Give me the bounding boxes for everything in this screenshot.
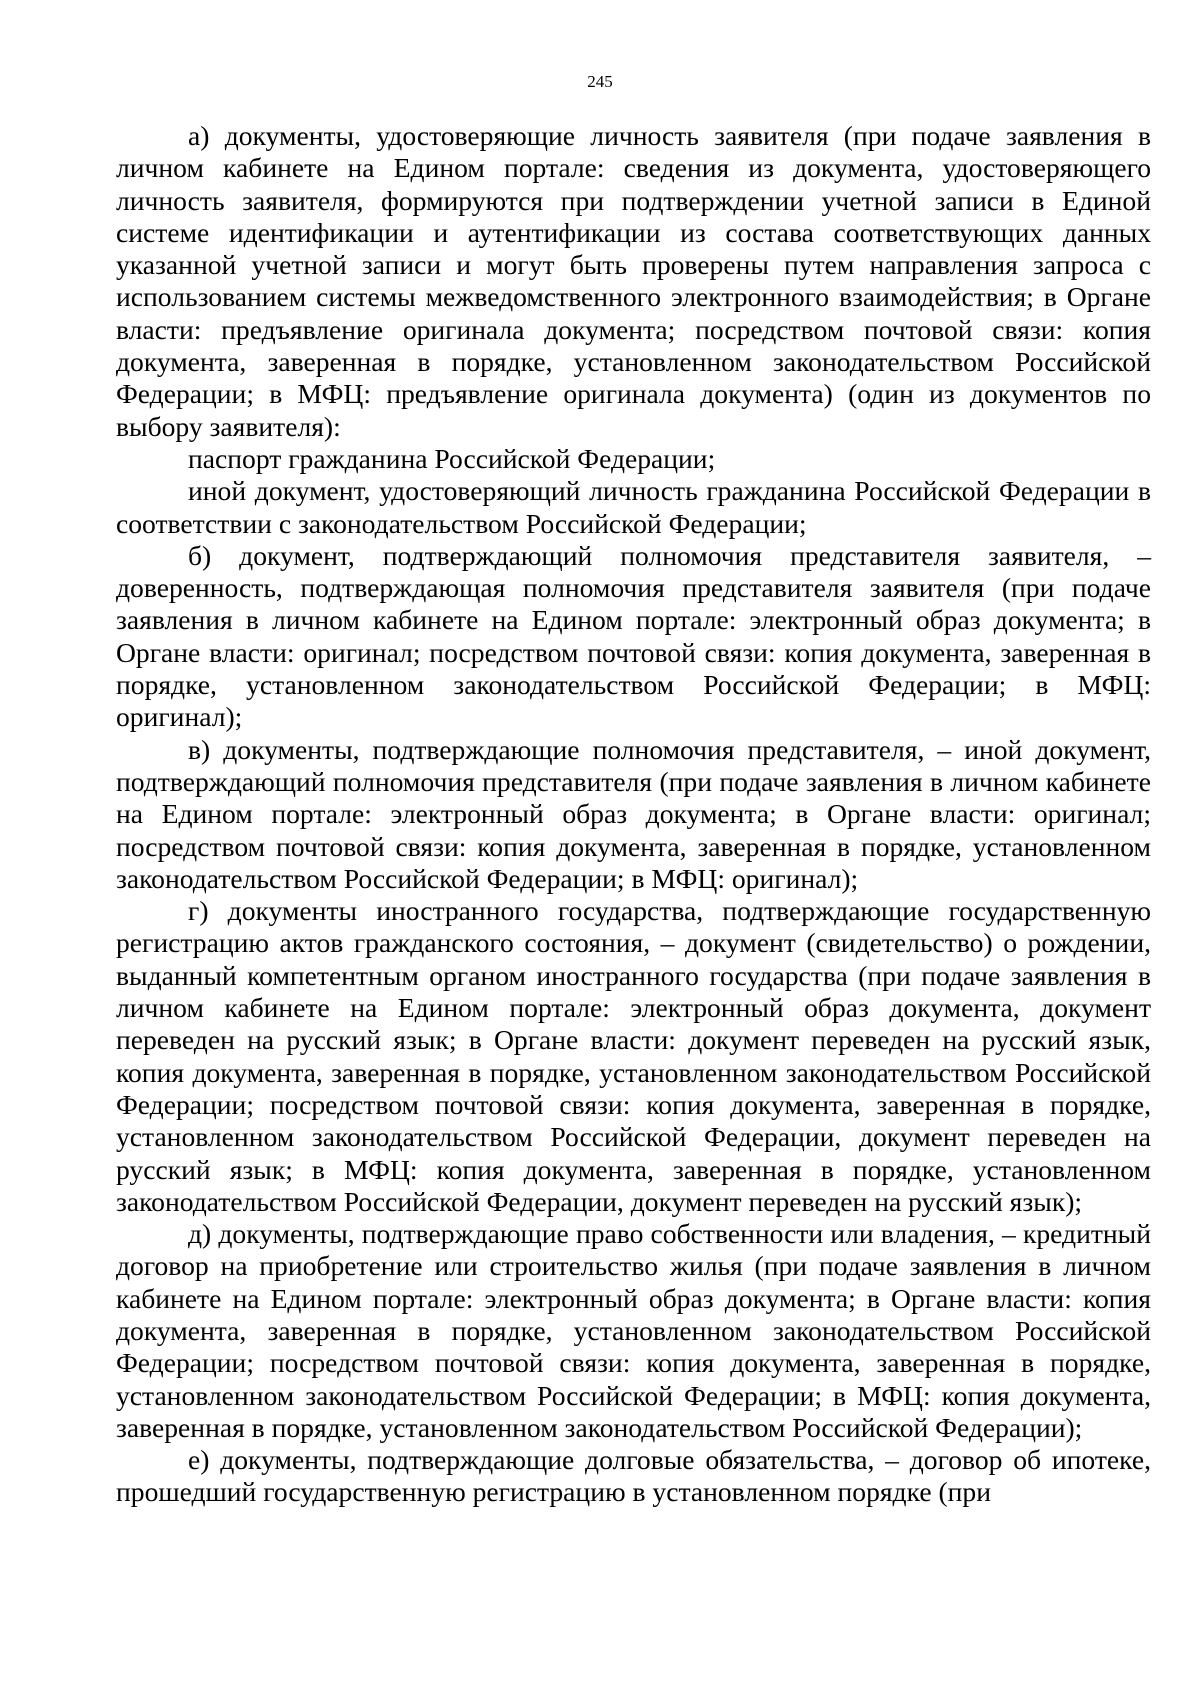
paragraph-d: д) документы, подтверждающие право собственности или владения, – кредитный договор на приобретение или строительство жилья (при подаче заявления в личном кабинете на Едином портале: электронный образ документа; в Органе власти: копия документа, заверенная в порядке, установленном законодательством Российской Федерации; посредством почтовой связи: копия документа, заверенная в порядке, установленном законодательством Российской Федерации; в МФЦ: копия документа, заверенная в порядке, установленном законодательством Российской Федерации);: [116, 1218, 1151, 1443]
page-number: 245: [587, 72, 613, 91]
document-body: [116, 120, 1151, 1509]
paragraph-other-id: иной документ, удостоверяющий личность гражданина Российской Федерации в соответствии с законодательством Российской Федерации;: [116, 475, 1151, 539]
paragraph-v: в) документы, подтверждающие полномочия представителя, – иной документ, подтверждающий полномочия представителя (при подаче заявления в личном кабинете на Едином портале: электронный образ документа; в Органе власти: оригинал; посредством почтовой связи: копия документа, заверенная в порядке, установленном законодательством Российской Федерации; в МФЦ: оригинал);: [116, 733, 1151, 894]
paragraph-a: а) документы, удостоверяющие личность заявителя (при подаче заявления в личном кабинете на Едином портале: сведения из документа, удостоверяющего личность заявителя, формируются при подтверждении учетной записи в Единой системе идентификации и аутентификации из состава соответствующих данных указанной учетной записи и могут быть проверены путем направления запроса с использованием системы межведомственного электронного взаимодействия; в Органе власти: предъявление оригинала документа; посредством почтовой связи: копия документа, заверенная в порядке, установленном законодательством Российской Федерации; в МФЦ: предъявление оригинала документа) (один из документов по выбору заявителя):: [116, 120, 1151, 442]
paragraph-passport: паспорт гражданина Российской Федерации;: [188, 442, 716, 474]
paragraph-e: е) документы, подтверждающие долговые обязательства, – договор об ипотеке, прошедший государственную регистрацию в установленном порядке (при: [116, 1444, 1151, 1508]
paragraph-b: б) документ, подтверждающий полномочия представителя заявителя, – доверенность, подтверждающая полномочия представителя заявителя (при подаче заявления в личном кабинете на Едином портале: электронный образ документа; в Органе власти: оригинал; посредством почтовой связи: копия документа, заверенная в порядке, установленном законодательством Российской Федерации; в МФЦ: оригинал);: [116, 539, 1151, 733]
paragraph-g: г) документы иностранного государства, подтверждающие государственную регистрацию актов гражданского состояния, – документ (свидетельство) о рождении, выданный компетентным органом иностранного государства (при подаче заявления в личном кабинете на Едином портале: электронный образ документа, документ переведен на русский язык; в Органе власти: документ переведен на русский язык, копия документа, заверенная в порядке, установленном законодательством Российской Федерации; посредством почтовой связи: копия документа, заверенная в порядке, установленном законодательством Российской Федерации, документ переведен на русский язык; в МФЦ: копия документа, заверенная в порядке, установленном законодательством Российской Федерации, документ переведен на русский язык);: [116, 895, 1151, 1217]
